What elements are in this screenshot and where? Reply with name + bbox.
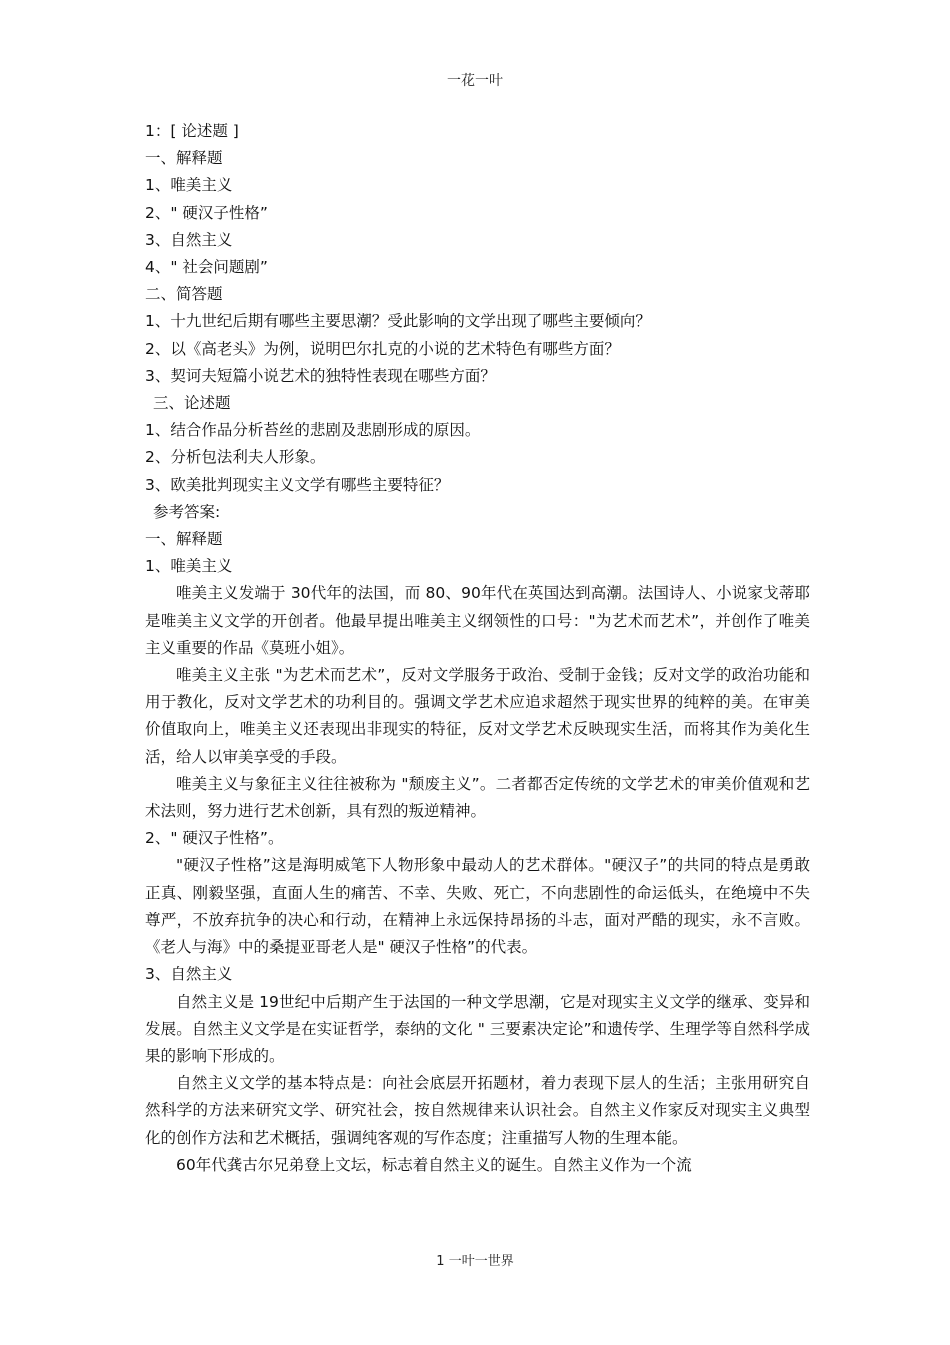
page-header: 一花一叶 [447,73,503,89]
document-body [145,118,810,1179]
list-item: 4、" 社会问题剧” [145,258,268,277]
paragraph: 唯美主义发端于 30代年的法国，而 80、90年代在英国达到高潮。法国诗人、小说家戈蒂耶是唯美主义文学的开创者。他最早提出唯美主义纲领性的口号："为艺术而艺术”，并创作了唯美主义重要的作品《莫班小姐》。 [145,584,810,657]
paragraph: 唯美主义与象征主义往往被称为 "颓废主义”。二者都否定传统的文学艺术的审美价值观和艺术法则，努力进行艺术创新，具有烈的叛逆精神。 [145,774,810,821]
paragraph: 自然主义文学的基本特点是：向社会底层开拓题材，着力表现下层人的生活；主张用研究自然科学的方法来研究文学、研究社会，按自然规律来认识社会。自然主义作家反对现实主义典型化的创作方法和艺术概括，强调纯客观的写作态度；注重描写人物的生理本能。 [145,1074,810,1147]
paragraph: 唯美主义主张 "为艺术而艺术”，反对文学服务于政治、受制于金钱；反对文学的政治功能和用于教化，反对文学艺术的功利目的。强调文学艺术应追求超然于现实世界的纯粹的美。在审美价值取向上，唯美主义还表现出非现实的特征，反对文学艺术反映现实生活，而将其作为美化生活，给人以审美享受的手段。 [145,666,810,766]
subheading-tough-guy: 2、" 硬汉子性格”。 [145,829,284,848]
list-item: 2、以《高老头》为例，说明巴尔扎克的小说的艺术特色有哪些方面？ [145,339,620,358]
section-heading-essay: 三、论述题 [153,394,231,413]
paragraph: 60年代龚古尔兄弟登上文坛，标志着自然主义的诞生。自然主义作为一个流 [176,1155,692,1174]
page-footer: 1 一叶一世界 [436,1254,514,1269]
question-heading: 1：[ 论述题 ] [145,122,239,140]
paragraph: "硬汉子性格”这是海明威笔下人物形象中最动人的艺术群体。"硬汉子”的共同的特点是勇敢正真、刚毅坚强，直面人生的痛苦、不幸、失败、死亡，不向悲剧性的命运低头，在绝境中不失尊严，不放弃抗争的决心和行动，在精神上永远保持昂扬的斗志，面对严酷的现实，永不言败。《老人与海》中的桑提亚哥老人是" 硬汉子性格”的代表。 [145,856,810,957]
subheading-aestheticism: 1、唯美主义 [145,557,233,576]
list-item: 1、结合作品分析苔丝的悲剧及悲剧形成的原因。 [145,421,481,440]
answers-heading: 参考答案: [153,502,221,521]
list-item: 3、欧美批判现实主义文学有哪些主要特征？ [145,475,450,494]
section-heading-explain-answers: 一、解释题 [145,530,223,549]
subheading-naturalism: 3、自然主义 [145,965,233,984]
section-heading-explain: 一、解释题 [145,149,223,168]
list-item: 2、" 硬汉子性格” [145,203,268,222]
list-item: 2、分析包法利夫人形象。 [145,448,326,467]
list-item: 1、十九世纪后期有哪些主要思潮？受此影响的文学出现了哪些主要倾向？ [145,312,651,331]
list-item: 3、契诃夫短篇小说艺术的独特性表现在哪些方面？ [145,366,496,385]
list-item: 3、自然主义 [145,230,233,249]
section-heading-short: 二、简答题 [145,285,223,304]
paragraph: 自然主义是 19世纪中后期产生于法国的一种文学思潮，它是对现实主义文学的继承、变异和发展。自然主义文学是在实证哲学，泰纳的文化 " 三要素决定论”和遗传学、生理学等自然科学成果的影响下形成的。 [145,992,810,1065]
list-item: 1、唯美主义 [145,176,233,195]
